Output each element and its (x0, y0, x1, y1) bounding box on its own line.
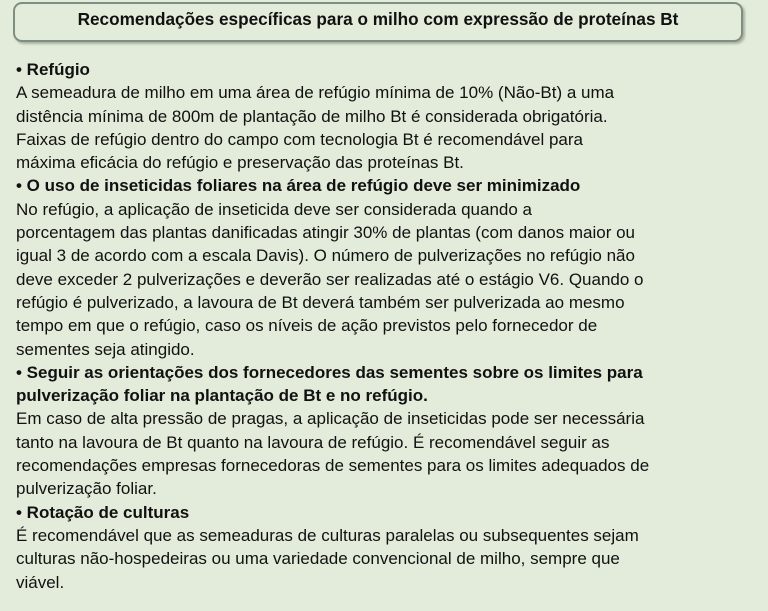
body-line: porcentagem das plantas danificadas atingir 30% de plantas (com danos maior ou (16, 223, 635, 243)
body-line: culturas não-hospedeiras ou uma variedade convencional de milho, sempre que (16, 549, 620, 569)
body-line: tanto na lavoura de Bt quanto na lavoura de refúgio. É recomendável seguir as (16, 432, 610, 452)
body-line: pulverização foliar. (16, 479, 157, 499)
body-line: deve exceder 2 pulverizações e deverão ser realizadas até o estágio V6. Quando o (16, 269, 644, 289)
body-line: distência mínima de 800m de plantação de milho Bt é considerada obrigatória. (16, 106, 608, 126)
section-heading-refugio: • Refúgio (16, 60, 90, 79)
body-line: refúgio é pulverizado, a lavoura de Bt deverá também ser pulverizada ao mesmo (16, 292, 625, 312)
body-line: Em caso de alta pressão de pragas, a aplicação de inseticidas pode ser necessária (16, 409, 645, 429)
body-line: No refúgio, a aplicação de inseticida deve ser considerada quando a (16, 199, 533, 219)
body-line: Faixas de refúgio dentro do campo com tecnologia Bt é recomendável para (16, 129, 583, 149)
section-heading-orientacoes: • Seguir as orientações dos fornecedores das sementes sobre os limites para (16, 362, 643, 382)
page-title: Recomendações específicas para o milho com expressão de proteínas Bt (77, 9, 679, 29)
body-line: É recomendável que as semeaduras de culturas paralelas ou subsequentes sejam (16, 525, 639, 545)
title-box (13, 2, 743, 42)
body-line: máxima eficácia do refúgio e preservação das proteínas Bt. (16, 153, 464, 173)
body-line: sementes seja atingido. (16, 339, 195, 359)
section-heading-rotacao: • Rotação de culturas (16, 502, 190, 522)
content-body (16, 58, 760, 594)
section-heading-inseticidas: • O uso de inseticidas foliares na área de refúgio deve ser minimizado (16, 176, 581, 196)
body-line: tempo em que o refúgio, caso os níveis de ação previstos pelo fornecedor de (16, 316, 598, 336)
body-line: igual 3 de acordo com a escala Davis). O número de pulverizações no refúgio não (16, 246, 635, 266)
body-line: viável. (16, 572, 65, 592)
body-line: A semeadura de milho em uma área de refúgio mínima de 10% (Não-Bt) a uma (16, 83, 615, 103)
body-line: recomendações empresas fornecedoras de sementes para os limites adequados de (16, 456, 650, 476)
section-heading-orientacoes-cont: pulverização foliar na plantação de Bt e no refúgio. (16, 386, 428, 406)
